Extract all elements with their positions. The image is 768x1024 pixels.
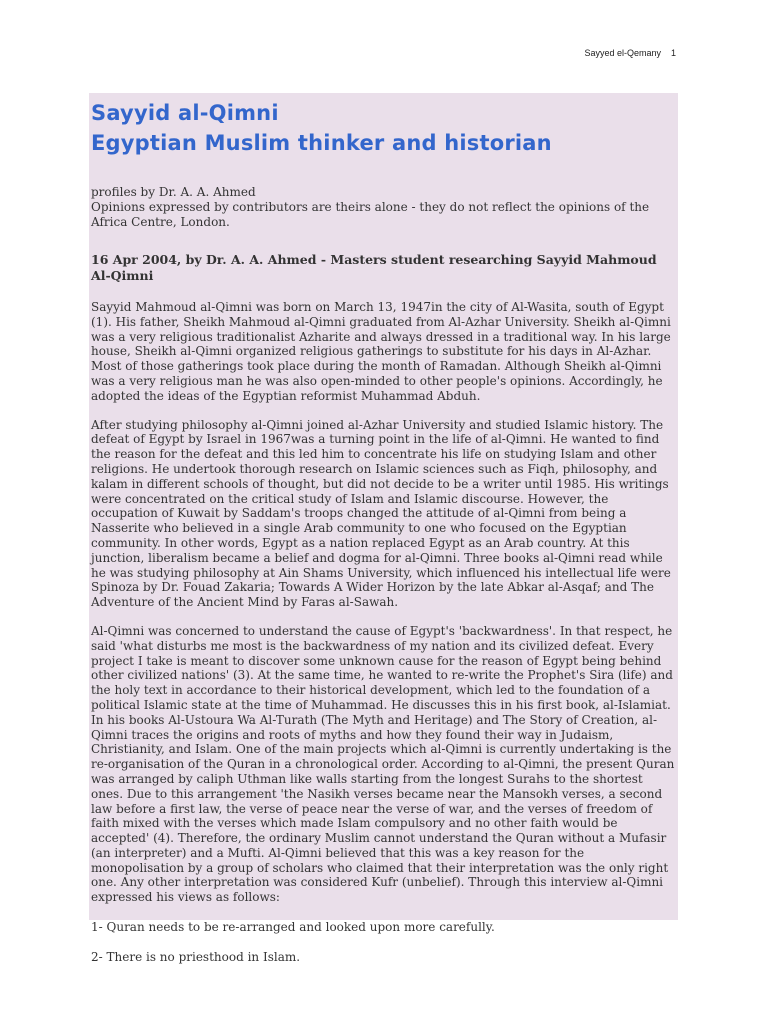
running-header [584,48,676,58]
article-dateline: 16 Apr 2004, by Dr. A. A. Ahmed - Masters student researching Sayyid Mahmoud Al-Qimni [91,252,657,283]
body-paragraph: Sayyid Mahmoud al-Qimni was born on March 13, 1947in the city of Al-Wasita, south of Egypt (1). His father, Sheikh Mahmoud al-Qimni graduated from Al-Azhar University. Sheikh al-Qimni was a very religious traditionalist Azharite and always dressed in a traditional way. In his large house, Sheikh al-Qimni organized religious gatherings to substitute for his days in Al-Azhar. Most of those gatherings took place during the month of Ramadan. Although Sheikh al-Qimni was a very religious man he was also open-minded to other people's opinions. Accordingly, he adopted the ideas of the Egyptian reformist Muhammad Abduh. [91,300,671,403]
byline [91,185,676,230]
byline-disclaimer: Opinions expressed by contributors are theirs alone - they do not reflect the opinions of the Africa Centre, London. [91,200,650,229]
body-paragraph: Al-Qimni was concerned to understand the cause of Egypt's 'backwardness'. In that respect, he said 'what disturbs me most is the backwardness of my nation and its civilized defeat. Every project I take is meant to discover some unknown cause for the reason of Egypt being behind other civilized nations' (3). At the same time, he wanted to re-write the Prophet's Sira (life) and the holy text in accordance to their historical development, which led to the foundation of a political Islamic state at the time of Muhammad. He discusses this in his first book, al-Islamiat. In his books Al-Ustoura Wa Al-Turath (The Myth and Heritage) and The Story of Creation, al-Qimni traces the origins and roots of myths and how they found their way in Judaism, Christianity, and Islam. One of the main projects which al-Qimni is currently undertaking is the re-organisation of the Quran in a chronological order. According to al-Qimni, the present Quran was arranged by caliph Uthman like walls starting from the longest Surahs to the shortest ones. Due to this arrangement 'the Nasikh verses became near the Mansokh verses, a second law before a first law, the verse of peace near the verse of war, and the verses of freedom of faith mixed with the verses which made Islam compulsory and no other faith would be accepted' (4). Therefore, the ordinary Muslim cannot understand the Quran without a Mufasir (an interpreter) and a Mufti. Al-Qimni believed that this was a key reason for the monopolisation by a group of scholars who claimed that their interpretation was the only right one. Any other interpretation was considered Kufr (unbelief). Through this interview al-Qimni expressed his views as follows: [91,623,675,905]
byline-author: profiles by Dr. A. A. Ahmed [91,185,256,199]
running-header-author: Sayyed el-Qemany [584,48,661,58]
article-title-line-1: Sayyid al-Qimni [91,101,279,125]
list-item: 2- There is no priesthood in Islam. [91,949,301,964]
body-paragraph: After studying philosophy al-Qimni joined al-Azhar University and studied Islamic history. The defeat of Egypt by Israel in 1967was a turning point in the life of al-Qimni. He wanted to find the reason for the defeat and this led him to concentrate his life on studying Islam and other religions. He undertook thorough research on Islamic sciences such as Fiqh, philosophy, and kalam in different schools of thought, but did not decide to be a writer until 1985. His writings were concentrated on the critical study of Islam and Islamic discourse. However, the occupation of Kuwait by Saddam's troops changed the attitude of al-Qimni from being a Nasserite who believed in a single Arab community to one who focused on the Egyptian community. In other words, Egypt as a nation replaced Egypt as an Arab country. At this junction, liberalism became a belief and dogma for al-Qimni. Three books al-Qimni read while he was studying philosophy at Ain Shams University, which influenced his intellectual life were Spinoza by Dr. Fouad Zakaria; Towards A Wider Horizon by the late Abkar al-Asqaf; and The Adventure of the Ancient Mind by Faras al-Sawah. [91,417,671,610]
page-number: 1 [670,48,676,58]
list-item: 1- Quran needs to be re-arranged and looked upon more carefully. [91,920,495,935]
article-title-line-2: Egyptian Muslim thinker and historian [91,131,552,155]
article-title [91,98,676,158]
article-panel [89,93,678,964]
